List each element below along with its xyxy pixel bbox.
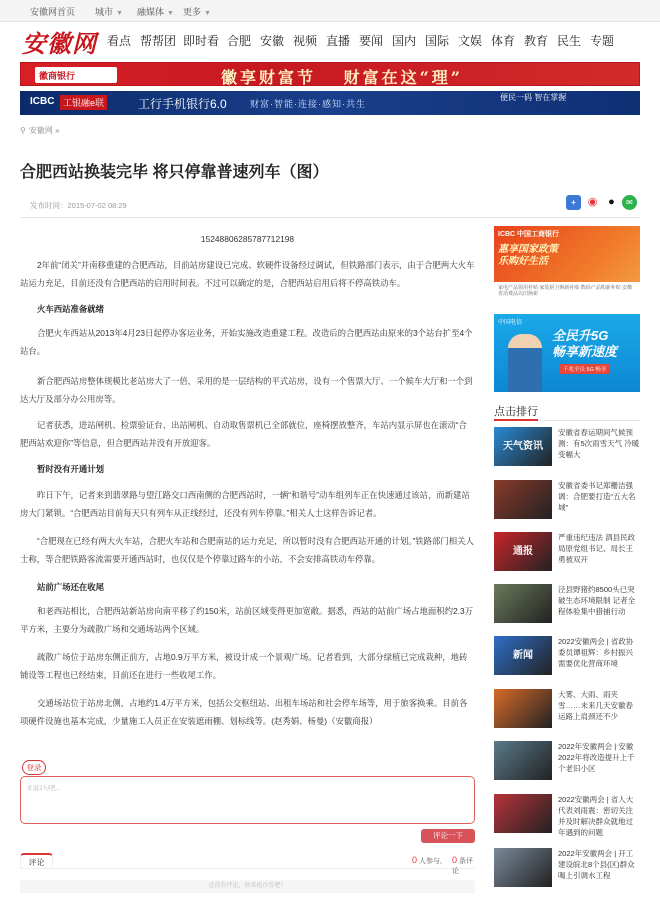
hot-list-item[interactable] [494,532,640,572]
ad-tag: 千兆全员 5G 畅享 [560,364,609,374]
main-nav [0,22,660,58]
article-paragraph: 新合肥西站房整体规模比老站房大了一倍，采用的是一层结构的平式站房，设有一个售票大厅、一个候车大厅和一个到达大厅及部分办公用房等。 [20,376,473,404]
login-button[interactable]: 登录 [22,760,46,775]
icbc-logo: ICBC [30,96,55,107]
site-logo[interactable]: 安徽网 [22,29,97,58]
hot-item-title[interactable]: 安徽省春运期间气候预测：有5次雨雪天气 冷暖变幅大 [558,428,640,459]
publish-time: 发布时间：2015-07-02 08:29 [30,201,127,210]
chevron-down-icon: ▼ [204,10,211,17]
thumbnail-caption [494,480,552,519]
hot-item-thumbnail[interactable] [494,427,552,466]
participant-label: 人参与, [418,858,442,865]
hot-item-title[interactable]: 2022安徽两会 | 省人大代表刘雨震：密切关注并及时解决群众就地过年遇到的问题 [558,795,634,837]
comment-count-label: 条评论 [452,858,473,875]
nav-item[interactable]: 即时看 [183,34,220,48]
comment-number: 0 [452,855,458,865]
hot-item-thumbnail[interactable] [494,741,552,780]
qq-share-icon[interactable]: ● [604,195,619,210]
thumbnail-caption [494,741,552,780]
share-more-icon[interactable]: + [566,195,581,210]
location-pin-icon: ⚲ [20,126,26,135]
nav-item[interactable]: 合肥 [227,34,252,48]
hot-item-thumbnail[interactable] [494,794,552,833]
thumbnail-caption [494,794,552,833]
hot-item-title[interactable]: 严重违纪违法 泗县民政局原党组书记、局长王勇被双开 [558,533,636,564]
breadcrumb [20,125,60,136]
empty-comments-message: 还没有评论，快来抢沙发吧！ [20,880,475,893]
city-menu-label: 城市 [95,7,114,17]
sidebar-ad-icbc[interactable] [494,226,640,306]
banner-headline: 徽享财富节 财富在这“理” [221,68,463,87]
participant-count [412,855,442,866]
ad-brand: 中国电信 [498,320,523,326]
article-paragraph: “合肥现在已经有两大火车站，合肥火车站和合肥南站的运力充足，所以暂时没有合肥西站开通的计划。”铁路部门相关人士称，等合肥铁路客流需要开通西站时，也仅仅是个停靠过路车的小站，不会安排高铁动车停靠。 [20,536,474,564]
top-bar [0,0,660,22]
article-paragraph: 疏散广场位于站房东侧正前方，占地0.9万平方米，被设计成一个景观广场。记者看到，大部分绿植已完成栽种，地砖铺设等工程也已经结束，目前还在进行一些收尾工作。 [20,652,468,680]
article-paragraph: 合肥火车西站从2013年4月23日起停办客运业务，开始实施改造重建工程。改造后的合肥西站由原来的3个站台扩至4个站台。 [20,328,473,356]
thumbnail-caption [494,584,552,623]
submit-comment-button[interactable]: 评论一下 [421,829,475,843]
breadcrumb-home-link[interactable]: 安徽网 » [28,126,60,135]
hot-list-item[interactable] [494,689,640,729]
thumbnail-caption: 天气资讯 [503,441,543,452]
hot-list-item[interactable] [494,741,640,781]
nav-item[interactable]: 专题 [590,34,615,48]
huishang-bank-logo: 徽商银行 [35,67,117,83]
hot-item-thumbnail[interactable] [494,636,552,675]
nav-item[interactable]: 视频 [293,34,318,48]
thumbnail-caption: 通报 [513,546,533,557]
nav-item[interactable]: 帮帮团 [140,34,177,48]
weibo-share-icon[interactable]: ◉ [585,195,600,210]
more-menu[interactable] [183,5,211,18]
hot-item-title[interactable]: 大雾、大雨、雨夹雪……未来几天安徽春运路上肩颈还不少 [558,690,633,721]
comment-input[interactable] [20,776,475,824]
nav-item[interactable]: 文娱 [458,34,483,48]
article-subheading: 站前广场还在收尾 [37,582,104,592]
chevron-down-icon: ▼ [167,10,174,17]
hot-list-item[interactable] [494,794,640,837]
hot-list-item[interactable] [494,480,640,520]
ad-footnote: 家电产品领用补贴 家装厨卫焕新补贴 数码产品购新补贴 安徽省消费品以旧换新 [494,282,640,306]
city-menu[interactable] [95,5,123,18]
hot-list-item[interactable] [494,584,640,624]
hot-list-item[interactable] [494,848,640,888]
ad-person-image [508,334,542,392]
article-title: 合肥西站换装完毕 将只停靠普速列车（图） [20,164,329,181]
chevron-down-icon: ▼ [116,10,123,17]
hot-item-title[interactable]: 2022年安徽两会 | 安徽2022年将改造提升上千个老旧小区 [558,742,635,773]
divider [20,217,640,218]
article-subheading: 暂时没有开通计划 [37,464,104,474]
nav-item[interactable]: 国内 [392,34,417,48]
comment-count [452,855,475,876]
hot-item-title[interactable]: 泾县野猪约8500头已突破生态环境限制 记者全程体验集中猎捕行动 [558,585,636,616]
article-paragraph: 交通场站位于站房北侧，占地约1.4万平方米，包括公交枢纽站、出租车场站和社会停车场等，用于旅客换乘。目前各项硬件设施也基本完成，少量施工人员正在安装遮雨棚、划标线等。(赵秀娟、杨曼)（安徽商报） [20,698,468,726]
ad-headline: 惠享国家政策 乐购好生活 [498,244,558,267]
comment-placeholder: 来说2句吧... [26,785,62,792]
nav-item[interactable]: 体育 [491,34,516,48]
ad-brand: ICBC 中国工商银行 [498,231,560,238]
nav-item[interactable]: 安徽 [260,34,285,48]
hot-item-title[interactable]: 安徽省委书记郑栅洁强调：合肥要打造“五大名城” [558,481,636,512]
nav-item[interactable]: 民生 [557,34,582,48]
icbc-sub-logo: 工银融e联 [60,95,107,110]
ad-banner-huishang[interactable] [20,62,640,86]
article-subheading: 火车西站准备就绪 [37,304,104,314]
tab-comments[interactable]: 评论 [20,853,53,869]
nav-item[interactable]: 教育 [524,34,549,48]
media-menu[interactable] [137,5,174,18]
participant-number: 0 [412,855,418,865]
hot-item-thumbnail[interactable] [494,532,552,571]
hot-item-thumbnail[interactable] [494,584,552,623]
more-menu-label: 更多 [183,7,202,17]
banner-headline: 工行手机银行6.0 [138,97,227,111]
banner-side-text: 便民一码 智在掌握 [500,93,567,102]
hot-list-item[interactable] [494,427,640,467]
comment-tabs [20,853,475,875]
hot-item-title[interactable]: 2022安徽两会 | 省政协委员谭祖辉：乡村振兴需要优化营商环境 [558,637,634,668]
banner-slogan: 财富·智能·连接·感知·共生 [250,99,366,109]
article-paragraph: 昨日下午，记者来到翡翠路与望江路交口西南侧的合肥西站时，一辆“和谐号”动车组列车正在快速通过该站，而新建站房大门紧锁。“合肥西站目前每天只有列车从正线经过，还没有列车停靠。”相关人士这样告诉记者。 [20,490,470,518]
sidebar-ad-telecom[interactable] [494,314,640,392]
home-link[interactable]: 安徽网首页 [30,7,76,17]
hot-list-title: 点击排行 [494,406,538,418]
ad-headline: 全民升5G 畅享新速度 [552,328,618,359]
hot-item-thumbnail[interactable] [494,689,552,728]
article-paragraph: 记者获悉，进站闸机、检票验证台、出站闸机、自动取售票机已全部就位，座椅摆放整齐，车站内显示屏也在滚动“合肥西站欢迎你”等信息，但合肥西站并没有开放迎客。 [20,420,467,448]
article-paragraph: 和老西站相比，合肥西站新站房向南平移了约150米，站前区域变得更加宽敞。据悉，西站的站前广场占地面积约2.3万平方米，主要分为疏散广场和交通场站两个区域。 [20,606,473,634]
hot-item-thumbnail[interactable] [494,480,552,519]
nav-item[interactable]: 看点 [107,34,132,48]
hot-item-title[interactable]: 2022年安徽两会 | 开工建设皖北8个县(区)群众喝上引调水工程 [558,849,635,880]
hot-title-accent [494,419,538,421]
thumbnail-caption [494,689,552,728]
thumbnail-caption: 新闻 [513,650,533,661]
article-image-id: 15248806285787712198 [200,234,295,244]
media-menu-label: 融媒体 [137,7,165,17]
nav-item[interactable]: 要闻 [359,34,384,48]
thumbnail-caption [494,848,552,887]
nav-item[interactable]: 国际 [425,34,450,48]
ad-banner-icbc[interactable] [20,91,640,115]
hot-list-item[interactable] [494,636,640,676]
article-paragraph: 2年前“闭关”并南移重建的合肥西站，目前站房建设已完成、软硬件设备经过调试，但铁路部门表示，由于合肥两大火车站运力充足，目前还没有合肥西站的启用时间表。不过可以确定的是，合肥西站启用后将不停高铁动车。 [20,260,475,288]
nav-item[interactable]: 直播 [326,34,351,48]
wechat-share-icon[interactable]: ✉ [622,195,637,210]
hot-item-thumbnail[interactable] [494,848,552,887]
